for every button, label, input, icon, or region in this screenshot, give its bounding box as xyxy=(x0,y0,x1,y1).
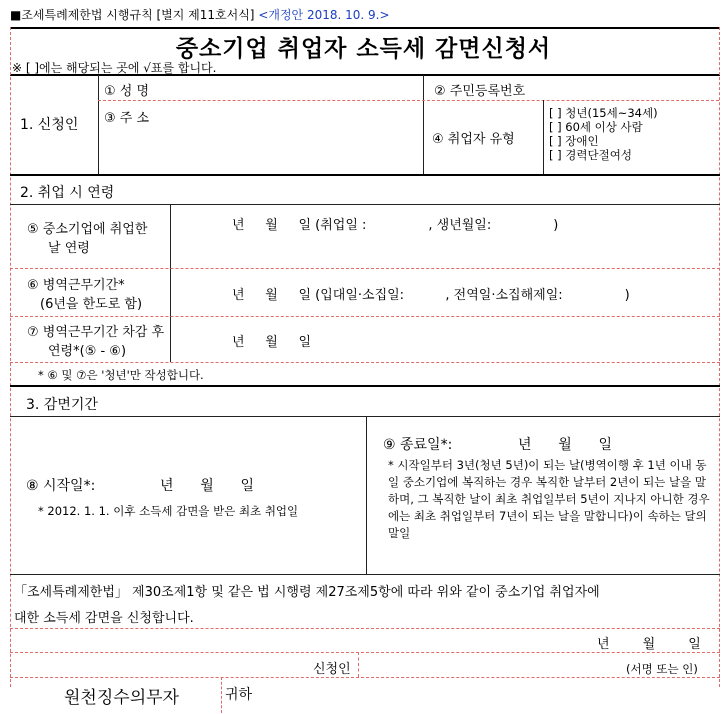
recipient-divider xyxy=(221,677,222,713)
address-label: ③ 주 소 xyxy=(104,111,150,126)
section1-bottom-border xyxy=(10,174,720,176)
rrn-label: ② 주민등록번호 xyxy=(434,84,526,99)
section2-divider xyxy=(170,204,171,362)
type-youth-checkbox[interactable]: [ ] 청년(15세~34세) xyxy=(549,106,658,120)
date-bottom-line xyxy=(10,652,720,653)
r7-bottom xyxy=(10,362,720,363)
r5-value: 년 월 일 (취업일 : , 생년월일: ) xyxy=(232,218,559,233)
statement-line-2: 대한 소득세 감면을 신청합니다. xyxy=(14,611,194,626)
r5-bottom xyxy=(10,268,720,269)
section3-bottom-border xyxy=(10,574,720,575)
top-border xyxy=(10,27,720,29)
age-section-label: 2. 취업 시 연령 xyxy=(20,185,115,201)
r5-label-2: 날 연령 xyxy=(48,241,90,256)
r7-value: 년 월 일 xyxy=(232,335,311,350)
row-divider xyxy=(98,100,719,101)
sign-divider xyxy=(358,652,359,677)
form-title: 중소기업 취업자 소득세 감면신청서 xyxy=(175,36,552,62)
employee-type-label: ④ 취업자 유형 xyxy=(432,132,515,147)
checkbox-instruction: ※ [ ]에는 해당되는 곳에 √표를 합니다. xyxy=(12,61,217,75)
sign-bottom-line xyxy=(10,677,720,678)
r7-label-1: ⑦ 병역근무기간 차감 후 xyxy=(27,325,165,340)
r7-label-2: 연령*(⑤ - ⑥) xyxy=(48,344,127,359)
type-divider xyxy=(543,100,544,174)
r5-label-1: ⑤ 중소기업에 취업한 xyxy=(27,222,148,237)
end-date-value: 년 월 일 xyxy=(518,437,612,453)
right-dashed-edge xyxy=(719,27,720,687)
honorific: 귀하 xyxy=(225,687,253,703)
section1-top-border xyxy=(10,74,720,76)
law-reference: ■조세특례제한법 시행규칙 [별지 제11호서식] xyxy=(10,8,255,22)
statement-line-1: 「조세특례제한법」 제30조제1항 및 같은 법 시행령 제27조제5항에 따라 위와 같이 중소기업 취업자에 xyxy=(14,585,600,600)
start-date-note: * 2012. 1. 1. 이후 소득세 감면을 받은 최초 취업일 xyxy=(38,504,299,518)
type-senior-checkbox[interactable]: [ ] 60세 이상 사람 xyxy=(549,120,643,134)
r6-label-1: ⑥ 병역근무기간* xyxy=(27,278,125,293)
section2-bottom-border xyxy=(10,385,720,387)
end-date-label: ⑨ 종료일*: xyxy=(383,437,453,453)
left-dashed-edge xyxy=(10,27,11,687)
sign-or-seal[interactable]: (서명 또는 인) xyxy=(626,662,698,676)
form-header xyxy=(10,6,390,23)
date-top-line xyxy=(10,628,720,629)
application-date: 년 월 일 xyxy=(597,637,701,652)
revision-note: <개정안 2018. 10. 9.> xyxy=(258,8,390,22)
r6-value: 년 월 일 (입대일·소집일: , 전역일·소집해제일: ) xyxy=(232,288,630,303)
withholding-agent: 원천징수의무자 xyxy=(64,688,179,708)
end-date-note: * 시작일부터 3년(청년 5년)이 되는 날(병역이행 후 1년 이내 동일 중소기업에 복직하는 경우 복직한 날부터 2년이 되는 날을 말하며, 그 복직한 날이 최초 취업일부터 5년이 지나지 아니한 경우에는 최초 취업일부터 7년이 되는 날을 말합니다)이 속하는 달의 말일 xyxy=(388,458,710,540)
section1-mid-divider xyxy=(423,75,424,174)
type-career-break-checkbox[interactable]: [ ] 경력단절여성 xyxy=(549,148,632,162)
section3-header-line xyxy=(10,416,720,417)
applicant-signature-label: 신청인 xyxy=(313,662,351,677)
r6-label-2: (6년을 한도로 함) xyxy=(40,297,143,312)
r6-bottom xyxy=(10,316,720,317)
period-section-label: 3. 감면기간 xyxy=(26,397,98,413)
applicant-section-label: 1. 신청인 xyxy=(20,117,79,133)
name-label: ① 성 명 xyxy=(104,84,150,99)
section1-divider xyxy=(98,75,99,174)
section3-divider xyxy=(366,416,367,574)
youth-note: * ⑥ 및 ⑦은 '청년'만 작성합니다. xyxy=(38,368,204,382)
section2-header-line xyxy=(10,204,720,205)
start-date-value: 년 월 일 xyxy=(160,478,254,494)
start-date-label: ⑧ 시작일*: xyxy=(26,478,96,494)
type-disabled-checkbox[interactable]: [ ] 장애인 xyxy=(549,134,599,148)
